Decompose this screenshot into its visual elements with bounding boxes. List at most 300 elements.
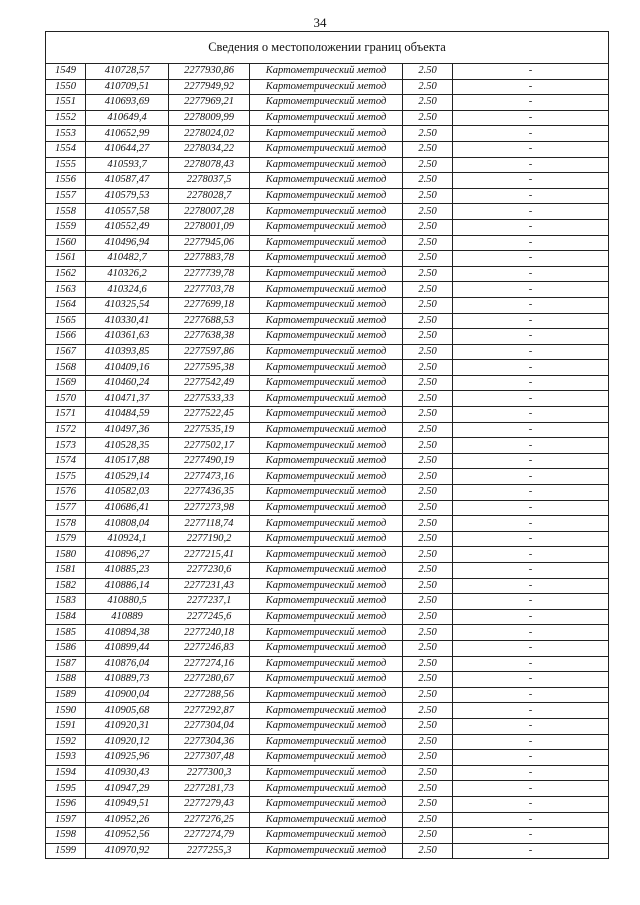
y-coordinate-cell: 2278007,28: [169, 204, 250, 220]
x-coordinate-cell: 410920,12: [86, 734, 169, 750]
y-coordinate-cell: 2277231,43: [169, 578, 250, 594]
method-cell: Картометрический метод: [250, 422, 403, 438]
method-cell: Картометрический метод: [250, 360, 403, 376]
method-cell: Картометрический метод: [250, 313, 403, 329]
method-cell: Картометрический метод: [250, 126, 403, 142]
method-cell: Картометрический метод: [250, 843, 403, 859]
method-cell: Картометрический метод: [250, 407, 403, 423]
accuracy-cell: 2.50: [403, 235, 453, 251]
y-coordinate-cell: 2277288,56: [169, 687, 250, 703]
table-row: [46, 110, 609, 126]
description-cell: -: [453, 796, 609, 812]
table-row: [46, 360, 609, 376]
point-number-cell: 1590: [46, 703, 86, 719]
x-coordinate-cell: 410709,51: [86, 79, 169, 95]
y-coordinate-cell: 2277118,74: [169, 516, 250, 532]
y-coordinate-cell: 2278009,99: [169, 110, 250, 126]
table-row: [46, 313, 609, 329]
y-coordinate-cell: 2277281,73: [169, 781, 250, 797]
table-row: [46, 344, 609, 360]
table-row: [46, 469, 609, 485]
description-cell: -: [453, 609, 609, 625]
accuracy-cell: 2.50: [403, 609, 453, 625]
description-cell: -: [453, 672, 609, 688]
point-number-cell: 1556: [46, 173, 86, 189]
table-row: [46, 391, 609, 407]
table-row: [46, 375, 609, 391]
table-row: [46, 812, 609, 828]
method-cell: Картометрический метод: [250, 485, 403, 501]
description-cell: -: [453, 266, 609, 282]
y-coordinate-cell: 2277522,45: [169, 407, 250, 423]
table-row: [46, 500, 609, 516]
y-coordinate-cell: 2277304,36: [169, 734, 250, 750]
y-coordinate-cell: 2277240,18: [169, 625, 250, 641]
page-number: 34: [313, 15, 327, 30]
y-coordinate-cell: 2278028,7: [169, 188, 250, 204]
description-cell: -: [453, 282, 609, 298]
x-coordinate-cell: 410528,35: [86, 438, 169, 454]
x-coordinate-cell: 410557,58: [86, 204, 169, 220]
point-number-cell: 1560: [46, 235, 86, 251]
table-row: [46, 407, 609, 423]
x-coordinate-cell: 410649,4: [86, 110, 169, 126]
point-number-cell: 1578: [46, 516, 86, 532]
x-coordinate-cell: 410686,41: [86, 500, 169, 516]
y-coordinate-cell: 2277930,86: [169, 64, 250, 80]
table-body: [46, 64, 609, 859]
y-coordinate-cell: 2277276,25: [169, 812, 250, 828]
x-coordinate-cell: 410885,23: [86, 563, 169, 579]
method-cell: Картометрический метод: [250, 500, 403, 516]
x-coordinate-cell: 410876,04: [86, 656, 169, 672]
accuracy-cell: 2.50: [403, 796, 453, 812]
point-number-cell: 1599: [46, 843, 86, 859]
x-coordinate-cell: 410949,51: [86, 796, 169, 812]
method-cell: Картометрический метод: [250, 781, 403, 797]
method-cell: Картометрический метод: [250, 531, 403, 547]
point-number-cell: 1589: [46, 687, 86, 703]
table-row: [46, 126, 609, 142]
table-row: [46, 516, 609, 532]
x-coordinate-cell: 410326,2: [86, 266, 169, 282]
accuracy-cell: 2.50: [403, 703, 453, 719]
description-cell: -: [453, 251, 609, 267]
y-coordinate-cell: 2277280,67: [169, 672, 250, 688]
x-coordinate-cell: 410517,88: [86, 453, 169, 469]
accuracy-cell: 2.50: [403, 516, 453, 532]
accuracy-cell: 2.50: [403, 781, 453, 797]
description-cell: -: [453, 219, 609, 235]
y-coordinate-cell: 2277945,06: [169, 235, 250, 251]
point-number-cell: 1554: [46, 141, 86, 157]
accuracy-cell: 2.50: [403, 765, 453, 781]
method-cell: Картометрический метод: [250, 718, 403, 734]
description-cell: -: [453, 640, 609, 656]
accuracy-cell: 2.50: [403, 750, 453, 766]
x-coordinate-cell: 410808,04: [86, 516, 169, 532]
point-number-cell: 1586: [46, 640, 86, 656]
y-coordinate-cell: 2278024,02: [169, 126, 250, 142]
accuracy-cell: 2.50: [403, 485, 453, 501]
description-cell: -: [453, 563, 609, 579]
point-number-cell: 1553: [46, 126, 86, 142]
method-cell: Картометрический метод: [250, 79, 403, 95]
y-coordinate-cell: 2277274,16: [169, 656, 250, 672]
accuracy-cell: 2.50: [403, 500, 453, 516]
method-cell: Картометрический метод: [250, 173, 403, 189]
x-coordinate-cell: 410471,37: [86, 391, 169, 407]
x-coordinate-cell: 410460,24: [86, 375, 169, 391]
method-cell: Картометрический метод: [250, 687, 403, 703]
x-coordinate-cell: 410324,6: [86, 282, 169, 298]
y-coordinate-cell: 2277883,78: [169, 251, 250, 267]
method-cell: Картометрический метод: [250, 563, 403, 579]
point-number-cell: 1584: [46, 609, 86, 625]
accuracy-cell: 2.50: [403, 313, 453, 329]
accuracy-cell: 2.50: [403, 173, 453, 189]
accuracy-cell: 2.50: [403, 438, 453, 454]
x-coordinate-cell: 410924,1: [86, 531, 169, 547]
method-cell: Картометрический метод: [250, 625, 403, 641]
x-coordinate-cell: 410900,04: [86, 687, 169, 703]
table-row: [46, 687, 609, 703]
description-cell: -: [453, 173, 609, 189]
y-coordinate-cell: 2277255,3: [169, 843, 250, 859]
method-cell: Картометрический метод: [250, 656, 403, 672]
method-cell: Картометрический метод: [250, 672, 403, 688]
x-coordinate-cell: 410886,14: [86, 578, 169, 594]
point-number-cell: 1579: [46, 531, 86, 547]
y-coordinate-cell: 2277237,1: [169, 594, 250, 610]
description-cell: -: [453, 718, 609, 734]
accuracy-cell: 2.50: [403, 407, 453, 423]
table-row: [46, 453, 609, 469]
accuracy-cell: 2.50: [403, 251, 453, 267]
accuracy-cell: 2.50: [403, 531, 453, 547]
table-row: [46, 781, 609, 797]
accuracy-cell: 2.50: [403, 578, 453, 594]
accuracy-cell: 2.50: [403, 219, 453, 235]
table-row: [46, 64, 609, 80]
method-cell: Картометрический метод: [250, 734, 403, 750]
x-coordinate-cell: 410484,59: [86, 407, 169, 423]
point-number-cell: 1573: [46, 438, 86, 454]
accuracy-cell: 2.50: [403, 95, 453, 111]
y-coordinate-cell: 2277949,92: [169, 79, 250, 95]
description-cell: -: [453, 687, 609, 703]
y-coordinate-cell: 2277190,2: [169, 531, 250, 547]
method-cell: Картометрический метод: [250, 516, 403, 532]
table-row: [46, 141, 609, 157]
point-number-cell: 1572: [46, 422, 86, 438]
y-coordinate-cell: 2277703,78: [169, 282, 250, 298]
point-number-cell: 1555: [46, 157, 86, 173]
x-coordinate-cell: 410947,29: [86, 781, 169, 797]
point-number-cell: 1577: [46, 500, 86, 516]
description-cell: -: [453, 578, 609, 594]
point-number-cell: 1566: [46, 329, 86, 345]
y-coordinate-cell: 2277292,87: [169, 703, 250, 719]
x-coordinate-cell: 410552,49: [86, 219, 169, 235]
y-coordinate-cell: 2277542,49: [169, 375, 250, 391]
y-coordinate-cell: 2277300,3: [169, 765, 250, 781]
description-cell: -: [453, 375, 609, 391]
table-row: [46, 266, 609, 282]
table-row: [46, 718, 609, 734]
x-coordinate-cell: 410579,53: [86, 188, 169, 204]
method-cell: Картометрический метод: [250, 438, 403, 454]
table-row: [46, 173, 609, 189]
table-row: [46, 79, 609, 95]
point-number-cell: 1576: [46, 485, 86, 501]
point-number-cell: 1558: [46, 204, 86, 220]
table-row: [46, 531, 609, 547]
accuracy-cell: 2.50: [403, 453, 453, 469]
description-cell: -: [453, 781, 609, 797]
x-coordinate-cell: 410644,27: [86, 141, 169, 157]
point-number-cell: 1564: [46, 297, 86, 313]
accuracy-cell: 2.50: [403, 718, 453, 734]
method-cell: Картометрический метод: [250, 765, 403, 781]
point-number-cell: 1585: [46, 625, 86, 641]
x-coordinate-cell: 410496,94: [86, 235, 169, 251]
point-number-cell: 1580: [46, 547, 86, 563]
point-number-cell: 1557: [46, 188, 86, 204]
accuracy-cell: 2.50: [403, 375, 453, 391]
description-cell: -: [453, 79, 609, 95]
y-coordinate-cell: 2277436,35: [169, 485, 250, 501]
method-cell: Картометрический метод: [250, 375, 403, 391]
description-cell: -: [453, 656, 609, 672]
x-coordinate-cell: 410920,31: [86, 718, 169, 734]
accuracy-cell: 2.50: [403, 344, 453, 360]
method-cell: Картометрический метод: [250, 204, 403, 220]
y-coordinate-cell: 2278034,22: [169, 141, 250, 157]
table-row: [46, 656, 609, 672]
table-row: [46, 703, 609, 719]
point-number-cell: 1575: [46, 469, 86, 485]
point-number-cell: 1593: [46, 750, 86, 766]
x-coordinate-cell: 410325,54: [86, 297, 169, 313]
description-cell: -: [453, 485, 609, 501]
x-coordinate-cell: 410497,36: [86, 422, 169, 438]
y-coordinate-cell: 2277699,18: [169, 297, 250, 313]
table-row: [46, 765, 609, 781]
accuracy-cell: 2.50: [403, 640, 453, 656]
method-cell: Картометрический метод: [250, 251, 403, 267]
description-cell: -: [453, 329, 609, 345]
accuracy-cell: 2.50: [403, 282, 453, 298]
point-number-cell: 1595: [46, 781, 86, 797]
method-cell: Картометрический метод: [250, 391, 403, 407]
x-coordinate-cell: 410593,7: [86, 157, 169, 173]
y-coordinate-cell: 2278001,09: [169, 219, 250, 235]
point-number-cell: 1594: [46, 765, 86, 781]
y-coordinate-cell: 2277273,98: [169, 500, 250, 516]
accuracy-cell: 2.50: [403, 79, 453, 95]
x-coordinate-cell: 410587,47: [86, 173, 169, 189]
y-coordinate-cell: 2277274,79: [169, 828, 250, 844]
y-coordinate-cell: 2277597,86: [169, 344, 250, 360]
method-cell: Картометрический метод: [250, 329, 403, 345]
description-cell: -: [453, 188, 609, 204]
boundary-coordinates-table: [45, 31, 609, 859]
point-number-cell: 1552: [46, 110, 86, 126]
point-number-cell: 1591: [46, 718, 86, 734]
x-coordinate-cell: 410896,27: [86, 547, 169, 563]
point-number-cell: 1550: [46, 79, 86, 95]
y-coordinate-cell: 2277246,83: [169, 640, 250, 656]
x-coordinate-cell: 410361,63: [86, 329, 169, 345]
description-cell: -: [453, 765, 609, 781]
point-number-cell: 1592: [46, 734, 86, 750]
method-cell: Картометрический метод: [250, 547, 403, 563]
method-cell: Картометрический метод: [250, 469, 403, 485]
accuracy-cell: 2.50: [403, 126, 453, 142]
table-caption-row: [46, 32, 609, 64]
description-cell: -: [453, 157, 609, 173]
accuracy-cell: 2.50: [403, 188, 453, 204]
accuracy-cell: 2.50: [403, 594, 453, 610]
x-coordinate-cell: 410693,69: [86, 95, 169, 111]
accuracy-cell: 2.50: [403, 828, 453, 844]
point-number-cell: 1582: [46, 578, 86, 594]
accuracy-cell: 2.50: [403, 360, 453, 376]
point-number-cell: 1569: [46, 375, 86, 391]
description-cell: -: [453, 625, 609, 641]
method-cell: Картометрический метод: [250, 266, 403, 282]
method-cell: Картометрический метод: [250, 157, 403, 173]
method-cell: Картометрический метод: [250, 640, 403, 656]
y-coordinate-cell: 2277230,6: [169, 563, 250, 579]
description-cell: -: [453, 344, 609, 360]
y-coordinate-cell: 2277502,17: [169, 438, 250, 454]
table-row: [46, 828, 609, 844]
x-coordinate-cell: 410905,68: [86, 703, 169, 719]
x-coordinate-cell: 410925,96: [86, 750, 169, 766]
y-coordinate-cell: 2277595,38: [169, 360, 250, 376]
table-row: [46, 672, 609, 688]
description-cell: -: [453, 313, 609, 329]
method-cell: Картометрический метод: [250, 796, 403, 812]
x-coordinate-cell: 410582,03: [86, 485, 169, 501]
description-cell: -: [453, 126, 609, 142]
x-coordinate-cell: 410889: [86, 609, 169, 625]
y-coordinate-cell: 2277304,04: [169, 718, 250, 734]
accuracy-cell: 2.50: [403, 547, 453, 563]
description-cell: -: [453, 516, 609, 532]
table-row: [46, 235, 609, 251]
x-coordinate-cell: 410728,57: [86, 64, 169, 80]
table-row: [46, 843, 609, 859]
method-cell: Картометрический метод: [250, 750, 403, 766]
y-coordinate-cell: 2278037,5: [169, 173, 250, 189]
table-row: [46, 438, 609, 454]
description-cell: -: [453, 204, 609, 220]
x-coordinate-cell: 410930,43: [86, 765, 169, 781]
x-coordinate-cell: 410409,16: [86, 360, 169, 376]
accuracy-cell: 2.50: [403, 563, 453, 579]
y-coordinate-cell: 2277688,53: [169, 313, 250, 329]
description-cell: -: [453, 828, 609, 844]
table-row: [46, 734, 609, 750]
table-row: [46, 297, 609, 313]
method-cell: Картометрический метод: [250, 609, 403, 625]
description-cell: -: [453, 391, 609, 407]
accuracy-cell: 2.50: [403, 297, 453, 313]
y-coordinate-cell: 2278078,43: [169, 157, 250, 173]
y-coordinate-cell: 2277473,16: [169, 469, 250, 485]
accuracy-cell: 2.50: [403, 391, 453, 407]
table-row: [46, 204, 609, 220]
point-number-cell: 1583: [46, 594, 86, 610]
point-number-cell: 1574: [46, 453, 86, 469]
point-number-cell: 1551: [46, 95, 86, 111]
description-cell: -: [453, 750, 609, 766]
x-coordinate-cell: 410952,26: [86, 812, 169, 828]
method-cell: Картометрический метод: [250, 703, 403, 719]
point-number-cell: 1561: [46, 251, 86, 267]
method-cell: Картометрический метод: [250, 235, 403, 251]
point-number-cell: 1571: [46, 407, 86, 423]
description-cell: -: [453, 469, 609, 485]
x-coordinate-cell: 410393,85: [86, 344, 169, 360]
description-cell: -: [453, 453, 609, 469]
description-cell: -: [453, 812, 609, 828]
description-cell: -: [453, 438, 609, 454]
table-row: [46, 563, 609, 579]
point-number-cell: 1587: [46, 656, 86, 672]
method-cell: Картометрический метод: [250, 188, 403, 204]
point-number-cell: 1549: [46, 64, 86, 80]
accuracy-cell: 2.50: [403, 266, 453, 282]
accuracy-cell: 2.50: [403, 843, 453, 859]
point-number-cell: 1559: [46, 219, 86, 235]
description-cell: -: [453, 360, 609, 376]
accuracy-cell: 2.50: [403, 625, 453, 641]
table-row: [46, 594, 609, 610]
y-coordinate-cell: 2277533,33: [169, 391, 250, 407]
description-cell: -: [453, 422, 609, 438]
x-coordinate-cell: 410529,14: [86, 469, 169, 485]
description-cell: -: [453, 64, 609, 80]
method-cell: Картометрический метод: [250, 64, 403, 80]
x-coordinate-cell: 410482,7: [86, 251, 169, 267]
point-number-cell: 1597: [46, 812, 86, 828]
method-cell: Картометрический метод: [250, 594, 403, 610]
method-cell: Картометрический метод: [250, 282, 403, 298]
method-cell: Картометрический метод: [250, 95, 403, 111]
y-coordinate-cell: 2277535,19: [169, 422, 250, 438]
point-number-cell: 1596: [46, 796, 86, 812]
y-coordinate-cell: 2277245,6: [169, 609, 250, 625]
x-coordinate-cell: 410880,5: [86, 594, 169, 610]
method-cell: Картометрический метод: [250, 344, 403, 360]
table-row: [46, 609, 609, 625]
x-coordinate-cell: 410899,44: [86, 640, 169, 656]
method-cell: Картометрический метод: [250, 297, 403, 313]
point-number-cell: 1562: [46, 266, 86, 282]
accuracy-cell: 2.50: [403, 329, 453, 345]
point-number-cell: 1567: [46, 344, 86, 360]
x-coordinate-cell: 410970,92: [86, 843, 169, 859]
y-coordinate-cell: 2277279,43: [169, 796, 250, 812]
point-number-cell: 1570: [46, 391, 86, 407]
description-cell: -: [453, 297, 609, 313]
description-cell: -: [453, 843, 609, 859]
table-row: [46, 796, 609, 812]
